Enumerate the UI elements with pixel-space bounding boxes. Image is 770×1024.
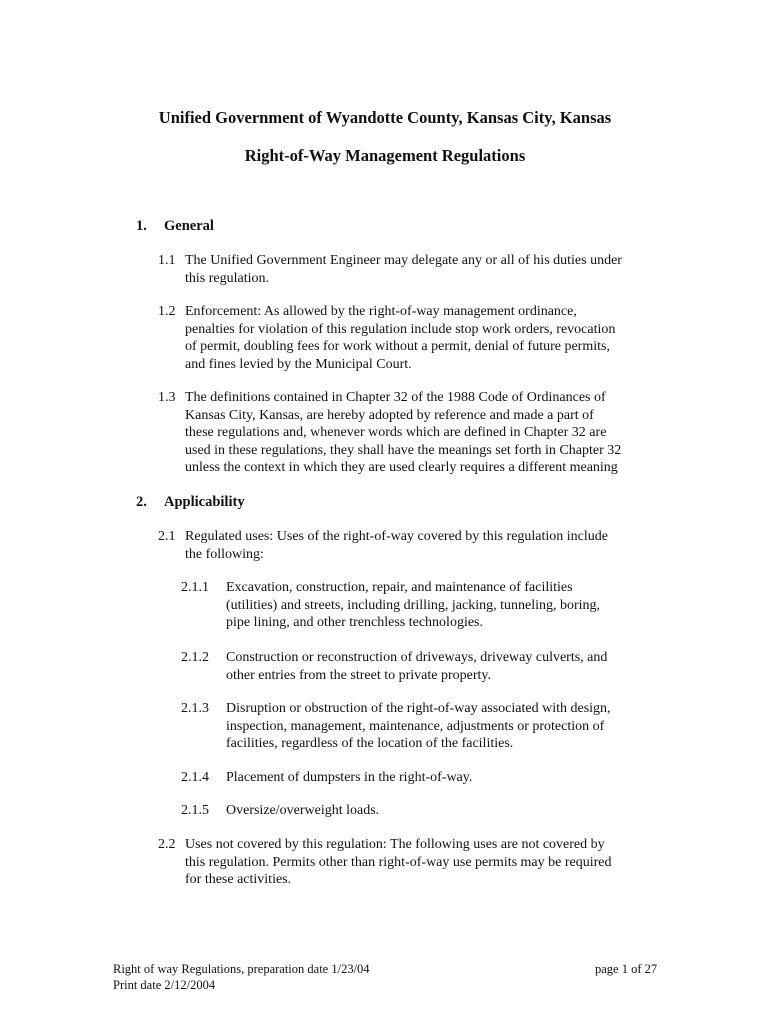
- paragraph-line: this regulation. Permits other than right-of-way use permits may be required: [185, 854, 612, 870]
- subparagraph-2-1-2: [181, 649, 661, 684]
- paragraph-line: Disruption or obstruction of the right-of-way associated with design,: [226, 701, 611, 716]
- paragraph-line: Enforcement: As allowed by the right-of-way management ordinance,: [185, 304, 577, 319]
- paragraph-line: Kansas City, Kansas, are hereby adopted by reference and made a part of: [185, 407, 594, 423]
- section-number: 1.: [136, 218, 147, 234]
- subparagraph-2-1-1: [181, 579, 661, 632]
- section-title-general: General: [164, 218, 214, 234]
- subparagraph-2-1-3: [181, 700, 661, 753]
- document-subtitle: Right-of-Way Management Regulations: [244, 146, 526, 165]
- paragraph-line: Placement of dumpsters in the right-of-way.: [226, 770, 473, 785]
- paragraph-line: the following:: [185, 546, 264, 562]
- paragraph-line: Regulated uses: Uses of the right-of-way covered by this regulation include: [185, 529, 608, 544]
- footer-print-date: Print date 2/12/2004: [113, 978, 216, 992]
- paragraph-line: pipe lining, and other trenchless technologies.: [226, 615, 483, 630]
- footer-preparation-date: Right of way Regulations, preparation date 1/23/04: [113, 962, 370, 976]
- paragraph-line: penalties for violation of this regulation include stop work orders, revocation: [185, 321, 616, 337]
- paragraph-2-2: [158, 836, 678, 889]
- paragraph-number: 2.2: [158, 837, 176, 852]
- paragraph-line: these regulations and, whenever words which are defined in Chapter 32 are: [185, 425, 607, 440]
- paragraph-line: unless the context in which they are used clearly requires a different meaning: [185, 460, 618, 475]
- paragraph-line: inspection, management, maintenance, adjustments or protection of: [226, 718, 605, 734]
- subparagraph-2-1-5: [181, 802, 661, 820]
- paragraph-line: Construction or reconstruction of driveways, driveway culverts, and: [226, 650, 608, 665]
- paragraph-line: (utilities) and streets, including drilling, jacking, tunneling, boring,: [226, 597, 601, 613]
- paragraph-number: 2.1: [158, 529, 176, 544]
- paragraph-1-1: [158, 252, 678, 287]
- section-title-applicability: Applicability: [164, 494, 245, 510]
- paragraph-line: and fines levied by the Municipal Court.: [185, 356, 412, 372]
- paragraph-line: other entries from the street to private property.: [226, 667, 491, 683]
- paragraph-1-2: [158, 303, 678, 373]
- paragraph-line: Excavation, construction, repair, and maintenance of facilities: [226, 580, 573, 595]
- paragraph-number: 1.3: [158, 390, 176, 405]
- paragraph-line: facilities, regardless of the location of the facilities.: [226, 736, 514, 751]
- subparagraph-2-1-4: [181, 769, 661, 787]
- section-number: 2.: [136, 494, 147, 510]
- paragraph-line: Oversize/overweight loads.: [226, 803, 380, 818]
- paragraph-line: of permit, doubling fees for work without a permit, denial of future permits,: [185, 339, 610, 354]
- footer-page-number: page 1 of 27: [595, 962, 658, 976]
- paragraph-number: 2.1.4: [181, 770, 209, 785]
- paragraph-line: used in these regulations, they shall have the meanings set forth in Chapter 32: [185, 442, 622, 458]
- paragraph-number: 1.2: [158, 304, 176, 319]
- paragraph-1-3: [158, 389, 678, 477]
- paragraph-number: 2.1.2: [181, 650, 209, 665]
- paragraph-number: 2.1.1: [181, 580, 209, 595]
- paragraph-line: The Unified Government Engineer may delegate any or all of his duties under: [185, 253, 622, 268]
- paragraph-number: 1.1: [158, 253, 176, 268]
- document-title: Unified Government of Wyandotte County, Kansas City, Kansas: [158, 108, 612, 127]
- paragraph-line: Uses not covered by this regulation: The following uses are not covered by: [185, 837, 605, 852]
- paragraph-line: for these activities.: [185, 872, 292, 887]
- paragraph-number: 2.1.5: [181, 803, 209, 818]
- paragraph-line: this regulation.: [185, 270, 269, 286]
- paragraph-line: The definitions contained in Chapter 32 of the 1988 Code of Ordinances of: [185, 390, 606, 405]
- paragraph-2-1: [158, 528, 678, 563]
- paragraph-number: 2.1.3: [181, 701, 209, 716]
